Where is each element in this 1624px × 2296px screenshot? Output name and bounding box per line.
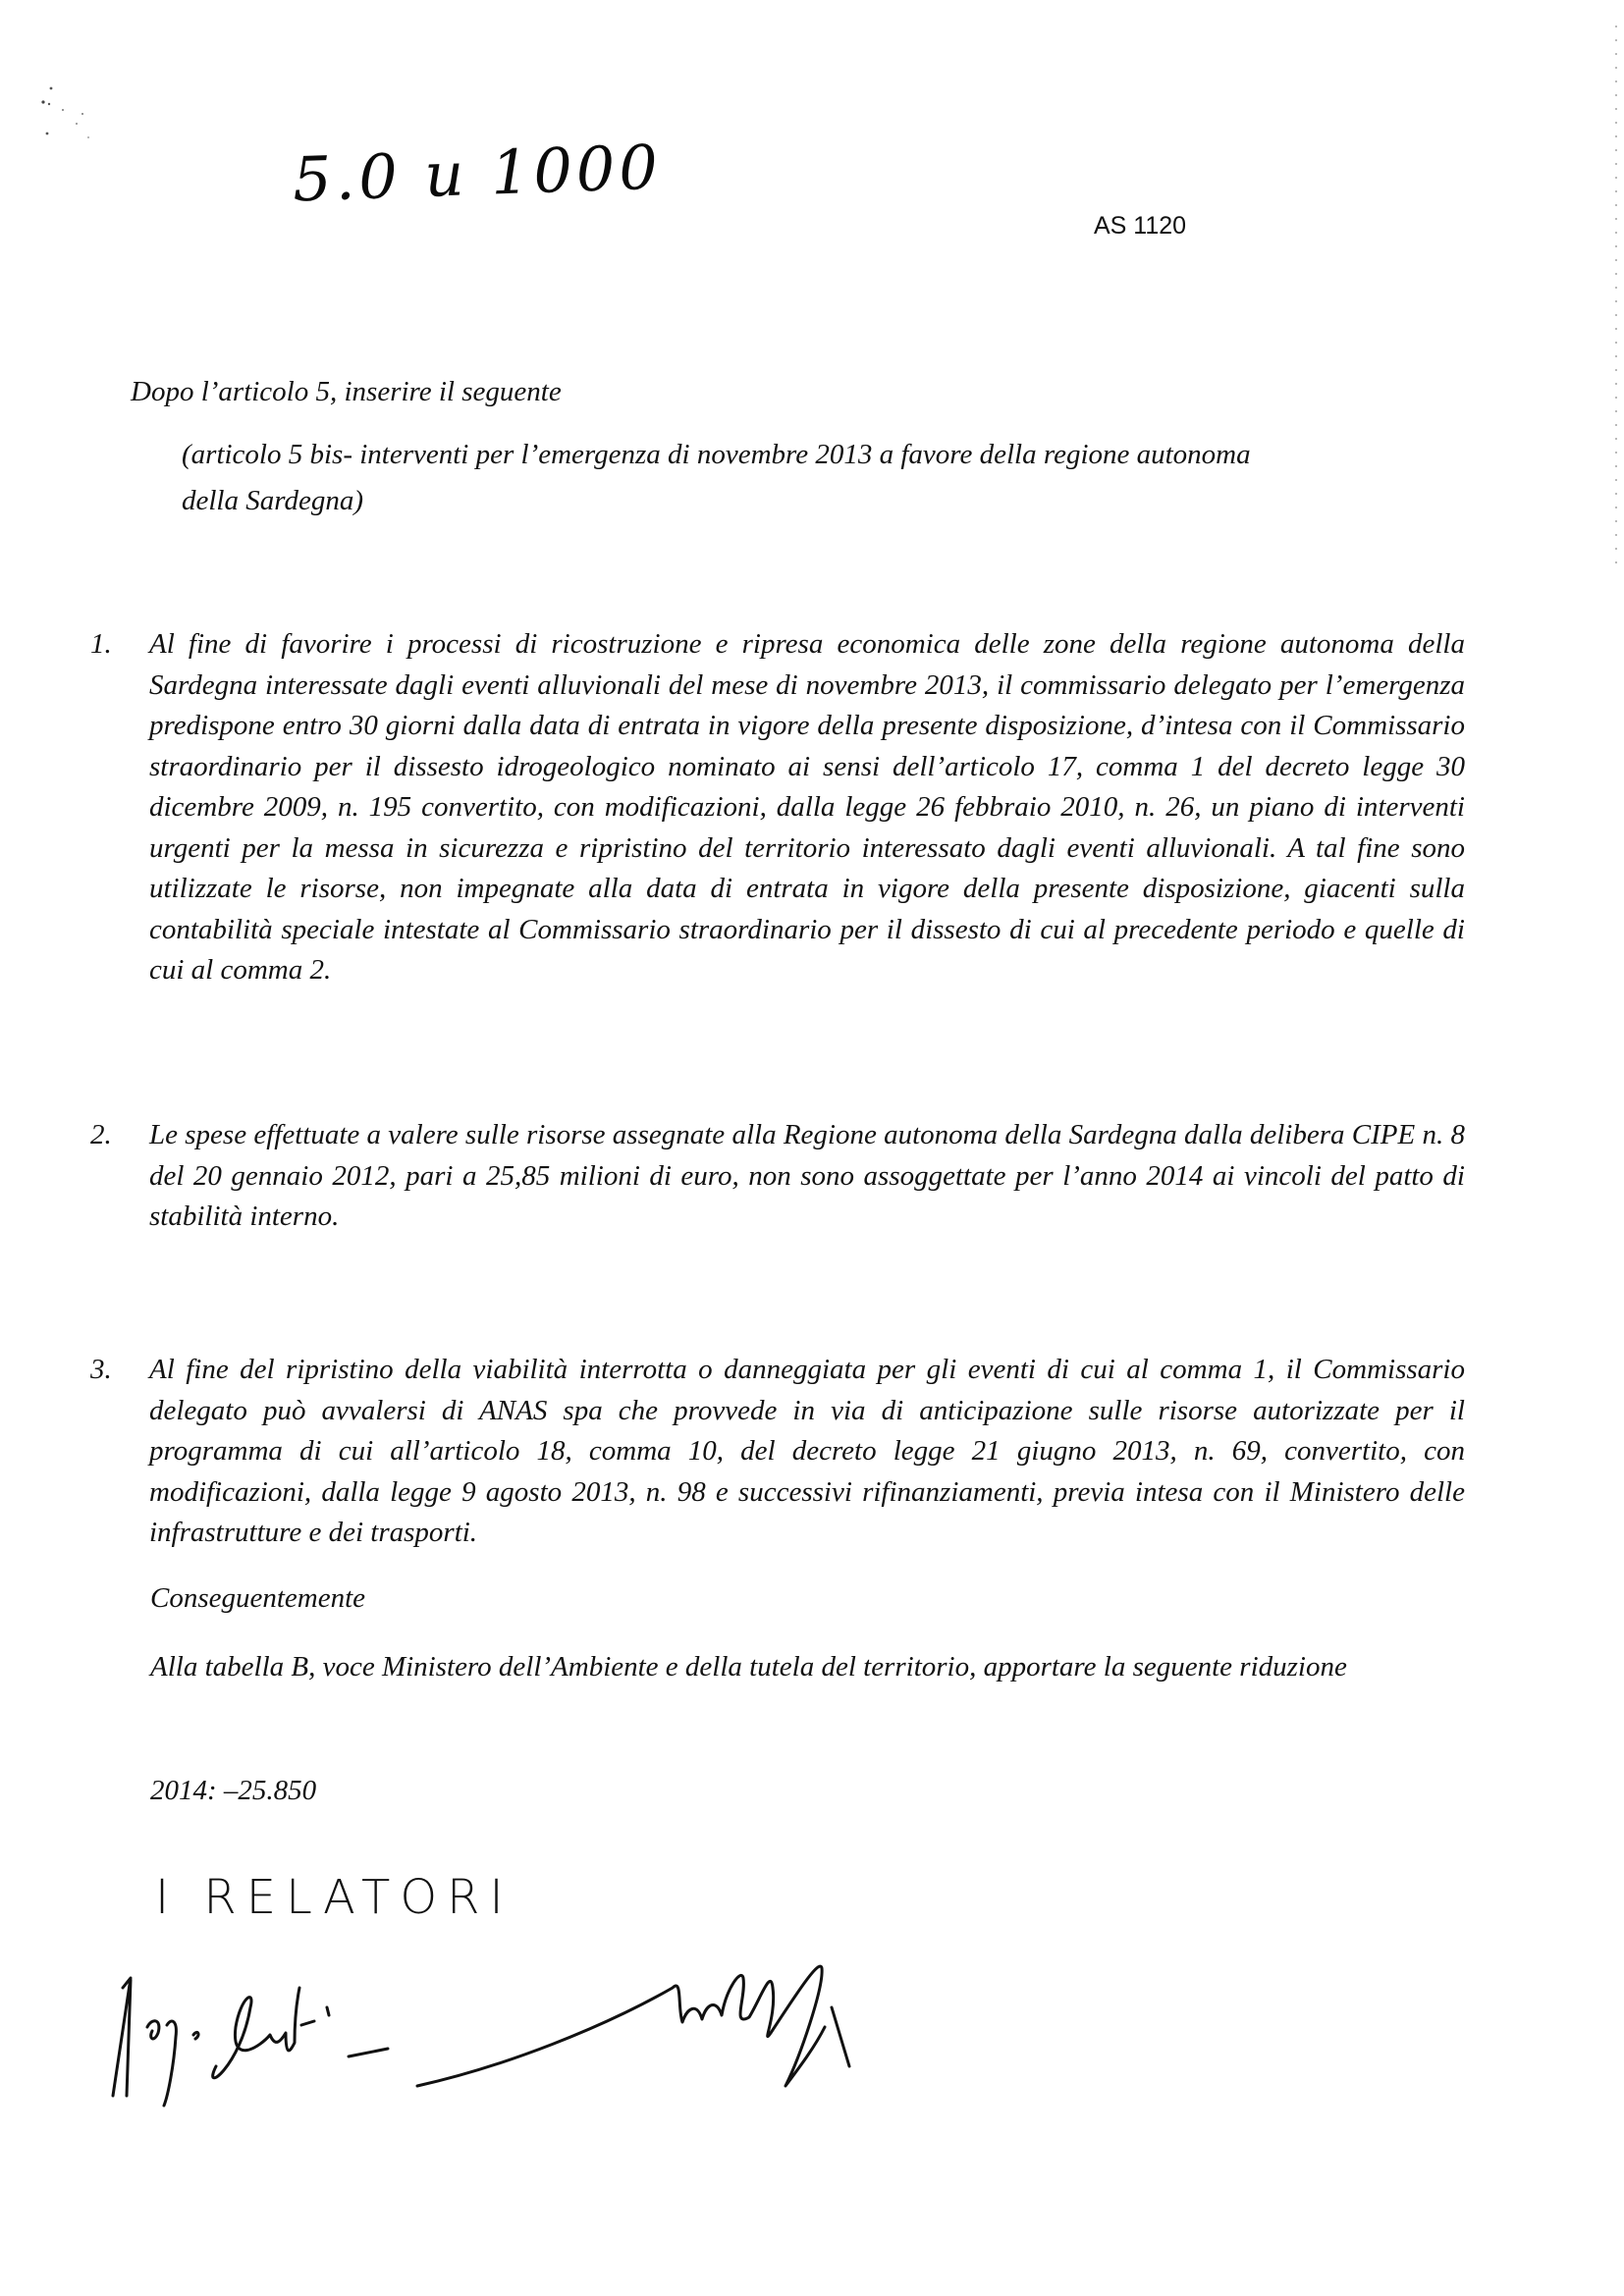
- article-title-line-2: della Sardegna): [182, 485, 363, 516]
- signatures-heading: I RELATORI: [155, 1870, 514, 1925]
- article-title: [182, 432, 1458, 524]
- comma-1: [90, 624, 1465, 991]
- scan-edge-dots: [1614, 20, 1618, 569]
- reduction-value: 2014: –25.850: [150, 1775, 317, 1806]
- consequently-label: Conseguentemente: [150, 1582, 366, 1614]
- comma-2: [90, 1115, 1465, 1238]
- comma-3: [90, 1350, 1465, 1554]
- comma-number: 3.: [90, 1354, 112, 1385]
- signatures-block: [93, 1949, 1056, 2125]
- amendment-intro: Dopo l’articolo 5, inserire il seguente: [131, 376, 562, 407]
- handwritten-note: 5.0 u 1000: [291, 131, 663, 216]
- comma-text: Al fine del ripristino della viabilità interrotta o danneggiata per gli eventi di cui al comma 1, il Commissario delegato può avvalersi di ANAS spa che provvede in via di anticipazione sulle risorse autorizzate per il programma di cui all’articolo 18, comma 10, del decreto legge 21 giugno 2013, n. 69, convertito, con modificazioni, dalla legge 9 agosto 2013, n. 98 e successivi rifinanziamenti, previa intesa con il Ministero delle infrastrutture e dei trasporti.: [149, 1354, 1465, 1548]
- table-instruction: Alla tabella B, voce Ministero dell’Ambiente e della tutela del territorio, apportare la seguente riduzione: [150, 1651, 1347, 1682]
- comma-number: 2.: [90, 1119, 112, 1150]
- comma-text: Al fine di favorire i processi di ricostruzione e ripresa economica delle zone della regione autonoma della Sardegna interessate dagli eventi alluvionali del mese di novembre 2013, il commissario delegato per l’emergenza predispone entro 30 giorni dalla data di entrata in vigore della presente disposizione, d’intesa con il Commissario straordinario per il dissesto idrogeologico nominato ai sensi dell’articolo 17, comma 1 del decreto legge 30 dicembre 2009, n. 195 convertito, con modificazioni, dalla legge 26 febbraio 2010, n. 26, un piano di interventi urgenti per la messa in sicurezza e ripristino del territorio interessato dagli eventi alluvionali. A tal fine sono utilizzate le risorse, non impegnate alla data di entrata in vigore della presente disposizione, giacenti sulla contabilità speciale intestate al Commissario straordinario per il dissesto di cui al precedente periodo e quelle di cui al comma 2.: [149, 628, 1465, 986]
- handwritten-signatures-icon: [93, 1949, 1056, 2125]
- comma-number: 1.: [90, 628, 112, 660]
- article-title-line-1: (articolo 5 bis- interventi per l’emergenza di novembre 2013 a favore della regione autonoma: [182, 439, 1251, 470]
- comma-text: Le spese effettuate a valere sulle risorse assegnate alla Regione autonoma della Sardegna dalla delibera CIPE n. 8 del 20 gennaio 2012, pari a 25,85 milioni di euro, non sono assoggettate per l’anno 2014 ai vincoli del patto di stabilità interno.: [149, 1119, 1465, 1232]
- document-code: AS 1120: [1094, 212, 1187, 240]
- scan-artifact-marks: [29, 69, 128, 167]
